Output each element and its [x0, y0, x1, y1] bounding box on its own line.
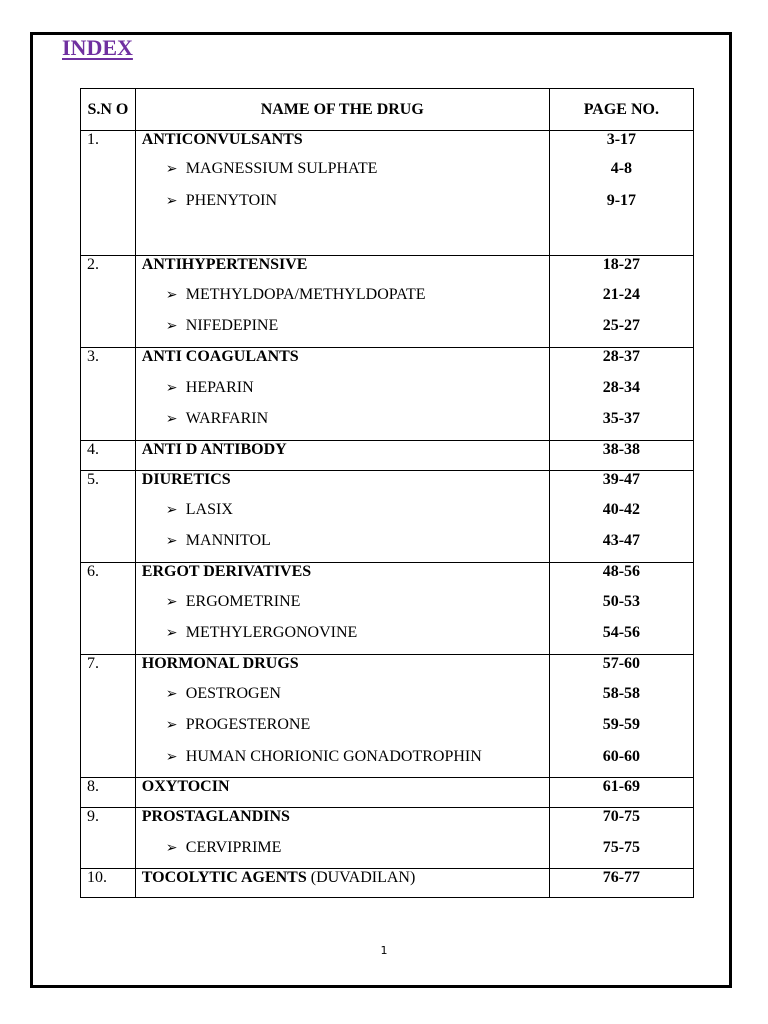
drug-category-label: ANTIHYPERTENSIVE: [141, 256, 308, 273]
serial-number-cell: [81, 286, 136, 317]
drug-name-cell: [135, 131, 549, 160]
table-body: [81, 131, 694, 898]
serial-number-cell: 1.: [81, 131, 136, 160]
page-range-cell: 25-27: [549, 317, 693, 348]
arrow-bullet-icon: ➢: [165, 380, 178, 396]
drug-name-cell: [135, 563, 549, 593]
table-row: [81, 131, 694, 160]
drug-category-label: TOCOLYTIC AGENTS: [141, 869, 307, 886]
table-row: [81, 624, 694, 655]
arrow-bullet-icon: ➢: [165, 161, 178, 177]
drug-category-label: HORMONAL DRUGS: [141, 655, 299, 672]
page-range-cell: 38-38: [549, 441, 693, 471]
drug-name-cell: [135, 160, 549, 192]
drug-category-label: PROSTAGLANDINS: [141, 808, 290, 825]
drug-category-label: ANTI COAGULANTS: [141, 348, 299, 365]
drug-category-label: ANTI D ANTIBODY: [141, 441, 287, 458]
drug-name-cell: [135, 256, 549, 286]
page-range-cell: 54-56: [549, 624, 693, 655]
drug-name-cell: [135, 655, 549, 685]
table-row: [81, 501, 694, 532]
drug-item-label: HUMAN CHORIONIC GONADOTROPHIN: [185, 747, 482, 765]
page-range-cell: 70-75: [549, 808, 693, 839]
serial-number-cell: 2.: [81, 256, 136, 286]
drug-item-label: MAGNESSIUM SULPHATE: [185, 159, 378, 177]
arrow-bullet-icon: ➢: [165, 840, 178, 856]
serial-number-cell: 4.: [81, 441, 136, 471]
drug-category-label: DIURETICS: [141, 471, 231, 488]
page-range-cell: [549, 223, 693, 256]
drug-item-label: WARFARIN: [185, 409, 269, 427]
serial-number-cell: [81, 532, 136, 563]
arrow-bullet-icon: ➢: [165, 594, 178, 610]
table-header-row: [81, 89, 694, 131]
drug-name-cell: [135, 379, 549, 410]
sno-column-header: [81, 89, 136, 131]
drug-name-cell: [135, 532, 549, 563]
drug-item-label: OESTROGEN: [185, 684, 281, 702]
page-range-cell: 76-77: [549, 869, 693, 898]
serial-number-cell: [81, 410, 136, 441]
table-row: [81, 441, 694, 471]
page-range-cell: 9-17: [549, 192, 693, 223]
serial-number-cell: [81, 501, 136, 532]
drug-name-cell: [135, 748, 549, 778]
page-range-cell: 43-47: [549, 532, 693, 563]
serial-number-cell: [81, 593, 136, 624]
drug-name-cell: [135, 441, 549, 471]
table-row: [81, 317, 694, 348]
page-range-cell: 21-24: [549, 286, 693, 317]
drug-name-cell: [135, 286, 549, 317]
drug-index-table: [80, 88, 694, 898]
page-range-cell: 50-53: [549, 593, 693, 624]
table-row: [81, 379, 694, 410]
drug-name-cell: [135, 223, 549, 256]
drug-name-cell: [135, 869, 549, 898]
page-range-cell: 18-27: [549, 256, 693, 286]
table-row: [81, 748, 694, 778]
drug-name-cell: [135, 808, 549, 839]
drug-name-cell: [135, 348, 549, 379]
serial-number-cell: 10.: [81, 869, 136, 898]
page-range-cell: 61-69: [549, 778, 693, 808]
serial-number-cell: [81, 685, 136, 716]
drug-name-cell: [135, 317, 549, 348]
serial-number-cell: [81, 192, 136, 223]
page-range-cell: 75-75: [549, 839, 693, 869]
serial-number-cell: [81, 624, 136, 655]
page-range-cell: 58-58: [549, 685, 693, 716]
table-row: [81, 778, 694, 808]
arrow-bullet-icon: ➢: [165, 502, 178, 518]
table-row: [81, 716, 694, 748]
serial-number-cell: 5.: [81, 471, 136, 501]
sno-header-text: S.N O: [87, 101, 129, 118]
drug-item-label: LASIX: [185, 500, 233, 518]
drug-item-label: NIFEDEPINE: [185, 316, 279, 334]
table-row: [81, 685, 694, 716]
drug-name-cell: [135, 471, 549, 501]
table-row: [81, 839, 694, 869]
drug-category-note: (DUVADILAN): [306, 869, 416, 886]
serial-number-cell: [81, 223, 136, 256]
page-range-cell: 28-34: [549, 379, 693, 410]
table-row: [81, 471, 694, 501]
serial-number-cell: 7.: [81, 655, 136, 685]
serial-number-cell: [81, 839, 136, 869]
drug-category-label: OXYTOCIN: [141, 778, 230, 795]
arrow-bullet-icon: ➢: [165, 193, 178, 209]
table-row: [81, 192, 694, 223]
table-row: [81, 869, 694, 898]
arrow-bullet-icon: ➢: [165, 411, 178, 427]
table-row: [81, 563, 694, 593]
drug-name-cell: [135, 501, 549, 532]
table-row: [81, 348, 694, 379]
drug-name-cell: [135, 624, 549, 655]
table-row: [81, 286, 694, 317]
table-row: [81, 808, 694, 839]
arrow-bullet-icon: ➢: [165, 318, 178, 334]
serial-number-cell: [81, 716, 136, 748]
table-row: [81, 593, 694, 624]
page-range-cell: 59-59: [549, 716, 693, 748]
drug-name-cell: [135, 685, 549, 716]
drug-item-label: MANNITOL: [185, 531, 271, 549]
serial-number-cell: [81, 160, 136, 192]
drug-item-label: PHENYTOIN: [185, 191, 278, 209]
drug-item-label: HEPARIN: [185, 378, 254, 396]
table-row: [81, 410, 694, 441]
drug-item-label: ERGOMETRINE: [185, 592, 301, 610]
page-range-cell: 48-56: [549, 563, 693, 593]
page-range-cell: 35-37: [549, 410, 693, 441]
arrow-bullet-icon: ➢: [165, 533, 178, 549]
table-row: [81, 160, 694, 192]
drug-category-label: ANTICONVULSANTS: [141, 131, 303, 148]
drug-item-label: METHYLDOPA/METHYLDOPATE: [185, 285, 426, 303]
table-row: [81, 532, 694, 563]
serial-number-cell: [81, 317, 136, 348]
page-range-cell: 60-60: [549, 748, 693, 778]
table-row: [81, 256, 694, 286]
page-range-cell: 39-47: [549, 471, 693, 501]
index-title: INDEX: [62, 35, 133, 60]
serial-number-cell: 9.: [81, 808, 136, 839]
drug-name-column-header: NAME OF THE DRUG: [135, 89, 549, 131]
page-number: 1: [380, 944, 388, 957]
drug-name-cell: [135, 593, 549, 624]
page-range-cell: 57-60: [549, 655, 693, 685]
drug-item-label: PROGESTERONE: [185, 715, 311, 733]
arrow-bullet-icon: ➢: [165, 625, 178, 641]
page-range-cell: 28-37: [549, 348, 693, 379]
serial-number-cell: 6.: [81, 563, 136, 593]
arrow-bullet-icon: ➢: [165, 686, 178, 702]
table-row: [81, 223, 694, 256]
drug-name-cell: [135, 192, 549, 223]
serial-number-cell: [81, 748, 136, 778]
table-row: [81, 655, 694, 685]
drug-category-label: ERGOT DERIVATIVES: [141, 563, 312, 580]
arrow-bullet-icon: ➢: [165, 287, 178, 303]
serial-number-cell: 8.: [81, 778, 136, 808]
page-no-column-header: PAGE NO.: [549, 89, 693, 131]
drug-name-cell: [135, 778, 549, 808]
page-range-cell: 3-17: [549, 131, 693, 160]
page-range-cell: 4-8: [549, 160, 693, 192]
drug-name-cell: [135, 410, 549, 441]
drug-item-label: CERVIPRIME: [185, 838, 282, 856]
arrow-bullet-icon: ➢: [165, 717, 178, 733]
serial-number-cell: 3.: [81, 348, 136, 379]
drug-name-cell: [135, 839, 549, 869]
serial-number-cell: [81, 379, 136, 410]
page-range-cell: 40-42: [549, 501, 693, 532]
drug-item-label: METHYLERGONOVINE: [185, 623, 358, 641]
arrow-bullet-icon: ➢: [165, 749, 178, 765]
drug-name-cell: [135, 716, 549, 748]
